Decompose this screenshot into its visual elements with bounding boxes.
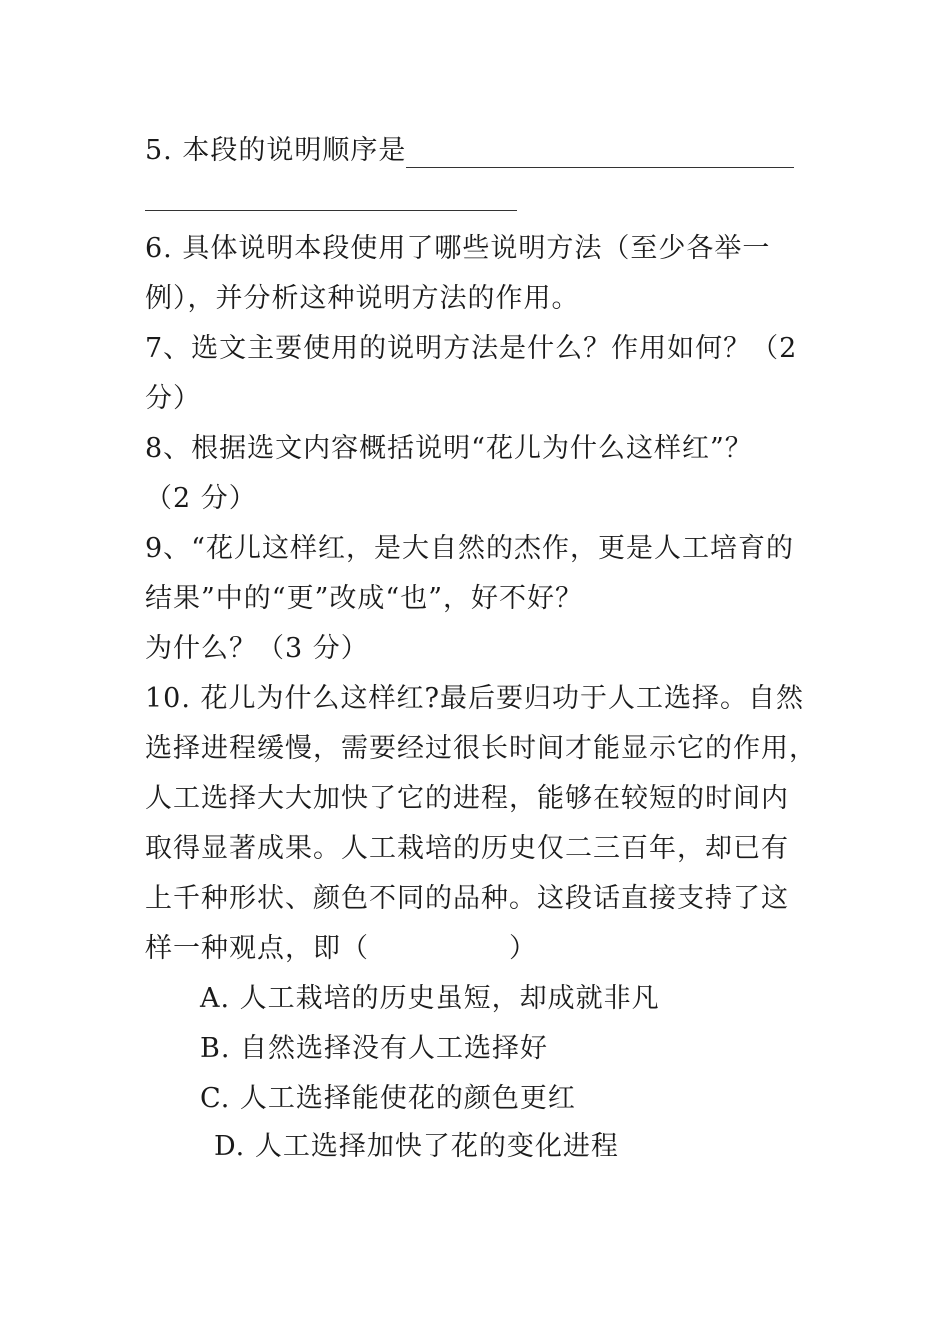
question-8-line-2: （2 分） (145, 483, 257, 514)
question-9-line-3: 为什么？（3 分） (145, 633, 369, 664)
question-9-line-1: 9、“花儿这样红，是大自然的杰作，更是人工培育的 (145, 533, 794, 564)
question-6-line-1: 6. 具体说明本段使用了哪些说明方法（至少各举一 (145, 233, 771, 264)
option-a: A. 人工栽培的历史虽短，却成就非凡 (200, 983, 660, 1014)
question-9-line-2: 结果”中的“更”改成“也”，好不好？ (145, 583, 584, 614)
question-7-line-2: 分） (145, 383, 201, 414)
question-10-line-3: 人工选择大大加快了它的进程，能够在较短的时间内 (145, 783, 789, 814)
question-7-line-1: 7、选文主要使用的说明方法是什么？作用如何？（2 (145, 333, 798, 364)
option-d: D. 人工选择加快了花的变化进程 (214, 1131, 619, 1162)
question-10-line-5: 上千种形状、颜色不同的品种。这段话直接支持了这 (145, 883, 789, 914)
question-10-line-1: 10. 花儿为什么这样红?最后要归功于人工选择。自然 (145, 683, 804, 714)
option-b: B. 自然选择没有人工选择好 (200, 1033, 549, 1064)
option-c: C. 人工选择能使花的颜色更红 (200, 1083, 576, 1114)
question-5 (145, 134, 794, 168)
question-10-line-6: 样一种观点，即（ ） (145, 933, 537, 964)
answer-blank (406, 139, 794, 168)
question-10-line-4: 取得显著成果。人工栽培的历史仅二三百年，却已有 (145, 833, 789, 864)
question-5-text: 5. 本段的说明顺序是 (145, 135, 407, 166)
question-8-line-1: 8、根据选文内容概括说明“花儿为什么这样红”？ (145, 433, 753, 464)
question-10-line-2: 选择进程缓慢，需要经过很长时间才能显示它的作用， (145, 733, 817, 764)
answer-blank-continued (145, 210, 517, 211)
question-6-line-2: 例），并分析这种说明方法的作用。 (145, 283, 580, 314)
